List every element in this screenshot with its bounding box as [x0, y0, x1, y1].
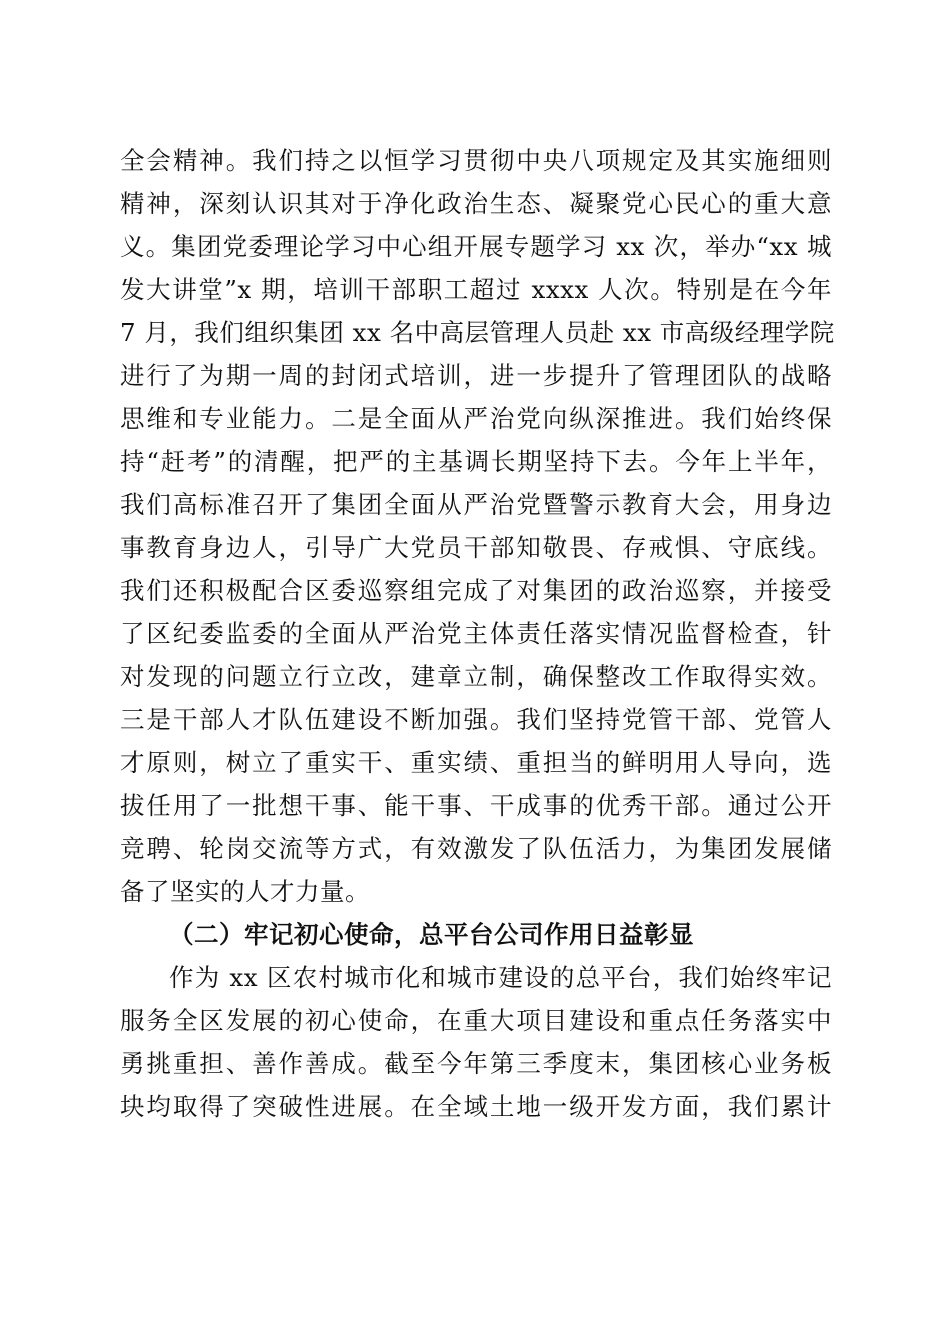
- text-line: 思维和专业能力。二是全面从严治党向纵深推进。我们始终保: [120, 404, 832, 433]
- text-line: 才原则，树立了重实干、重实绩、重担当的鲜明用人导向，选: [120, 748, 832, 777]
- text-line: 义。集团党委理论学习中心组开展专题学习 xx 次，举办“xx 城: [120, 232, 832, 261]
- section-heading: （二）牢记初心使命，总平台公司作用日益彰显: [169, 920, 694, 949]
- text-line: 作为 xx 区农村城市化和城市建设的总平台，我们始终牢记: [169, 963, 832, 992]
- text-line: 我们高标准召开了集团全面从严治党暨警示教育大会，用身边: [120, 490, 832, 519]
- text-line: 拔任用了一批想干事、能干事、干成事的优秀干部。通过公开: [120, 791, 832, 820]
- text-line: 我们还积极配合区委巡察组完成了对集团的政治巡察，并接受: [120, 576, 832, 605]
- text-line: 进行了为期一周的封闭式培训，进一步提升了管理团队的战略: [120, 361, 832, 390]
- paragraph-1: [120, 139, 835, 913]
- text-line: 勇挑重担、善作善成。截至今年第三季度末，集团核心业务板: [120, 1049, 832, 1078]
- text-line: 了区纪委监委的全面从严治党主体责任落实情况监督检查，针: [120, 619, 832, 648]
- text-line: 持“赶考”的清醒，把严的主基调长期坚持下去。今年上半年，: [120, 447, 832, 476]
- text-line: 全会精神。我们持之以恒学习贯彻中央八项规定及其实施细则: [120, 146, 832, 175]
- text-line: 备了坚实的人才力量。: [120, 877, 370, 906]
- text-line: 精神，深刻认识其对于净化政治生态、凝聚党心民心的重大意: [120, 189, 832, 218]
- text-line: 三是干部人才队伍建设不断加强。我们坚持党管干部、党管人: [120, 705, 832, 734]
- document-body: [120, 139, 835, 1128]
- paragraph-2: [120, 956, 832, 1128]
- text-line: 块均取得了突破性进展。在全域土地一级开发方面，我们累计: [120, 1092, 832, 1121]
- text-line: 对发现的问题立行立改，建章立制，确保整改工作取得实效。: [120, 662, 832, 691]
- text-line: 7 月，我们组织集团 xx 名中高层管理人员赴 xx 市高级经理学院: [120, 318, 835, 347]
- text-line: 事教育身边人，引导广大党员干部知敬畏、存戒惧、守底线。: [120, 533, 832, 562]
- text-line: 服务全区发展的初心使命，在重大项目建设和重点任务落实中: [120, 1006, 832, 1035]
- text-line: 发大讲堂”x 期，培训干部职工超过 xxxx 人次。特别是在今年: [120, 275, 832, 304]
- text-line: 竞聘、轮岗交流等方式，有效激发了队伍活力，为集团发展储: [120, 834, 832, 863]
